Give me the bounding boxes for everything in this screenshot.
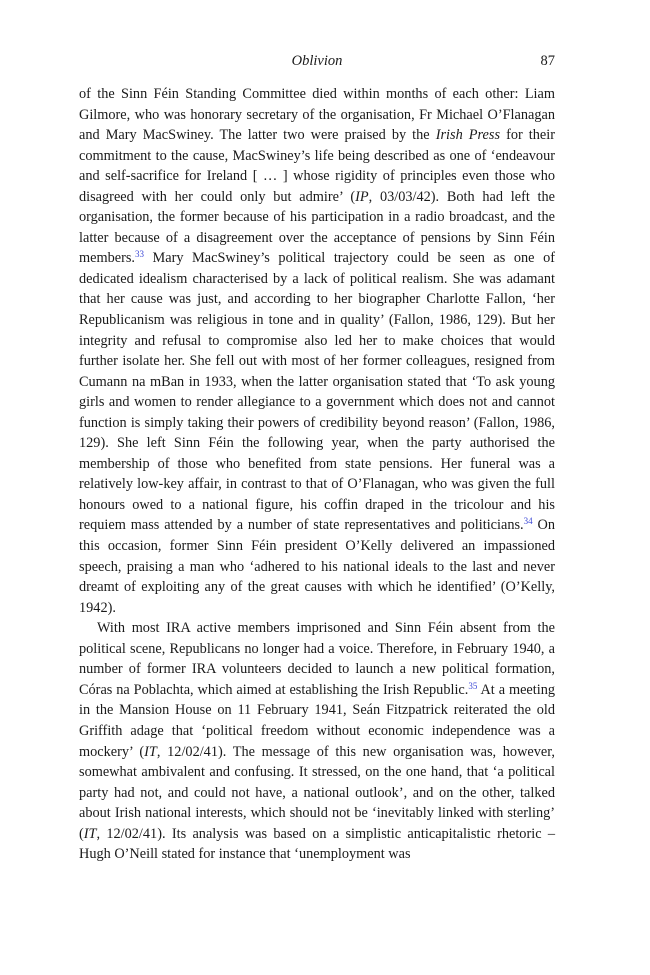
p1-text-2: for their commitment to the cause, MacSwiney’s life being described as one of ‘endeavour and self-sacrifice for Ireland [ … ] whose rigidity of principles even those who disagreed with her could only but admire’ ( [79,127,555,205]
footnote-ref-35[interactable]: 35 [468,680,478,691]
p1-text-1: of the Sinn Féin Standing Committee died within months of each other: Liam Gilmore, who was honorary secretary of the organisation, Fr Michael O’Flanagan and Mary MacSwiney. The latter two were praised by the [79,86,555,144]
p1-italic-ip: IP [355,188,369,205]
p2-italic-it-2: IT [83,825,97,842]
body-text [79,84,555,865]
p2-text-2: At a meeting in the Mansion House on 11 February 1941, Seán Fitzpatrick reiterated the old Griffith adage that ‘political freedom without economic independence was a mockery’ ( [79,681,555,760]
paragraph-2 [79,618,555,865]
p2-text-3: , 12/02/41). The message of this new organisation was, however, somewhat ambivalent and confusing. It stressed, on the one hand, that ‘a political party had not, and could not have, a national outlook’, and on the other, talked about Irish national interests, which should not be ‘inevitably linked with sterling’ ( [79,743,555,842]
footnote-ref-34[interactable]: 34 [523,516,533,527]
page-number: 87 [540,53,555,69]
p1-text-3: , 03/03/42). Both had left the organisation, the former because of his participation in a radio broadcast, and the latter because of a disagreement over the acceptance of pensions by Sinn Féin members. [79,188,555,267]
running-head [79,53,555,73]
p2-italic-it-1: IT [144,743,157,760]
p1-italic-irish-press: Irish Press [435,127,501,144]
paragraph-1 [79,84,555,618]
p1-text-5: On this occasion, former Sinn Féin president O’Kelly delivered an impassioned speech, praising a man who ‘adhered to his national ideals to the last and never dreamt of exploiting any of the great causes with which he identified’ (O’Kelly, 1942). [79,517,555,616]
p2-text-4: , 12/02/41). Its analysis was based on a simplistic anticapitalistic rhetoric – Hugh O’Neill stated for instance that ‘unemployment was [79,825,555,863]
p2-text-1: With most IRA active members imprisoned and Sinn Féin absent from the political scene, Republicans no longer had a voice. Therefore, in February 1940, a number of former IRA volunteers decided to launch a new political formation, Córas na Poblachta, which aimed at establishing the Irish Republic. [79,620,555,698]
p1-text-4: Mary MacSwiney’s political trajectory could be seen as one of dedicated idealism characterised by a lack of political realism. She was adamant that her cause was just, and according to her biographer Charlotte Fallon, ‘her Republicanism was religious in tone and in quality’ (Fallon, 1986, 129). But her integrity and refusal to compromise also led her to make choices that would further isolate her. She fell out with most of her former colleagues, resigned from Cumann na mBan in 1933, when the latter organisation stated that ‘To ask young girls and women to render allegiance to a government which does not and cannot function is simply taking their powers of credibility beyond reason’ (Fallon, 1986, 129). She left Sinn Féin the following year, when the party authorised the membership of those who benefited from state pensions. Her funeral was a relatively low-key affair, in contrast to that of O’Flanagan, who was given the full honours owed to a national figure, his coffin draped in the tricolour and his requiem mass attended by a number of state representatives and politicians. [79,250,555,534]
running-title: Oblivion [291,53,343,69]
footnote-ref-33[interactable]: 33 [134,249,144,260]
